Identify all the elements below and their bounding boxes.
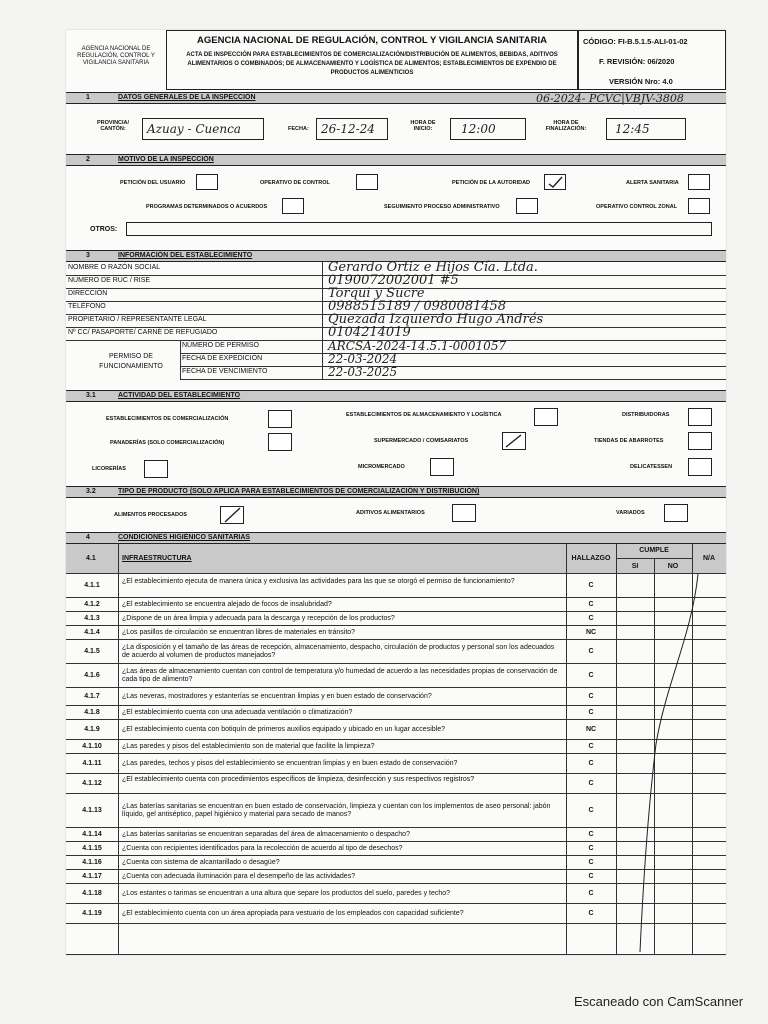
otros-label: OTROS: — [90, 226, 118, 233]
item-question: ¿Las baterías sanitarias se encuentran separadas del área de almacenamiento o despacho? — [122, 831, 410, 838]
operativo-control-checkbox[interactable] — [356, 174, 378, 190]
item-question: ¿Las paredes y pisos del establecimiento son de material que facilite la limpieza? — [122, 743, 375, 750]
item-id: 4.1.8 — [84, 709, 100, 716]
item-hallazgo[interactable]: C — [588, 648, 594, 655]
activity-label: SUPERMERCADO / COMISARIATOS — [374, 438, 469, 444]
option-label: PROGRAMAS DETERMINADOS O ACUERDOS — [146, 204, 268, 210]
section-title: MOTIVO DE LA INSPECCIÓN — [118, 156, 214, 163]
section-title: ACTIVIDAD DEL ESTABLECIMIENTO — [118, 392, 241, 399]
hora-inicio-field[interactable]: 12:00 — [450, 118, 526, 140]
item-id: 4.1.9 — [84, 726, 100, 733]
seguimiento-checkbox[interactable] — [516, 198, 538, 214]
item-question: ¿Cuenta con recipientes identificados para la recolección de acuerdo al tipo de desechos? — [122, 845, 403, 852]
fecha-label: FECHA: — [288, 126, 309, 132]
section-number: 2 — [86, 156, 90, 163]
info-value[interactable]: Gerardo Ortiz e Hijos Cía. Ltda. — [328, 260, 538, 275]
page-title: AGENCIA NACIONAL DE REGULACIÓN, CONTROL Y VIGILANCIA SANITARIA — [197, 35, 547, 46]
option-label: PETICIÓN DE LA AUTORIDAD — [452, 180, 531, 186]
activity-label: DISTRIBUIDORAS — [622, 412, 670, 418]
item-id: 4.1.7 — [84, 693, 100, 700]
item-hallazgo[interactable]: C — [588, 693, 594, 700]
item-id: 4.1.15 — [82, 845, 102, 852]
permiso-field-value[interactable]: ARCSA-2024-14.5.1-0001057 — [328, 339, 507, 353]
info-label: NÚMERO DE RUC / RISE — [68, 277, 151, 284]
check-mark-icon — [545, 175, 565, 189]
inspection-code-handwritten: 06-2024- PCVC|VBJV-3808 — [536, 92, 684, 105]
divider — [322, 340, 323, 379]
divider — [616, 544, 617, 955]
item-hallazgo[interactable]: NC — [585, 726, 597, 733]
item-question: ¿Las áreas de almacenamiento cuentan con control de temperatura y/o humedad de acuerdo a las necesidades propias de conservación de cada tipo de alimento? — [122, 668, 558, 683]
divider — [322, 262, 323, 340]
licorerias-checkbox[interactable] — [144, 460, 168, 478]
item-question: ¿Las neveras, mostradores y estanterías se encuentran limpias y en buen estado de conservación? — [122, 693, 432, 700]
activity-label: LICORERÍAS — [92, 466, 126, 472]
info-label: NOMBRE O RAZÓN SOCIAL — [68, 264, 161, 271]
section-number: 4 — [86, 534, 90, 541]
option-label: OPERATIVO DE CONTROL — [260, 180, 330, 186]
item-id: 4.1.19 — [82, 910, 102, 917]
item-hallazgo[interactable]: C — [588, 910, 594, 917]
item-question: ¿El establecimiento se encuentra alejado de focos de insalubridad? — [122, 601, 332, 608]
item-id: 4.1.13 — [82, 807, 102, 814]
section-title: CONDICIONES HIGIÉNICO SANITARIAS — [118, 534, 251, 541]
otros-field[interactable] — [126, 222, 712, 236]
info-value[interactable]: 0104214019 — [328, 325, 411, 340]
item-question: ¿La disposición y el tamaño de las áreas de recepción, almacenamiento, despacho, circulación de productos y personal son los adecuados de acuerdo al volumen de productos manejados? — [122, 644, 555, 659]
divider — [180, 340, 181, 379]
distribuidoras-checkbox[interactable] — [688, 408, 712, 426]
item-hallazgo[interactable]: C — [588, 672, 594, 679]
item-question: ¿El establecimiento ejecuta de manera única y exclusiva las actividades para las que se otorgó el permiso de funcionamiento? — [122, 578, 515, 585]
item-id: 4.1.4 — [84, 629, 100, 636]
product-label: VARIADOS — [616, 510, 645, 516]
sub-section-title: INFRAESTRUCTURA — [122, 555, 192, 562]
header-title-box — [166, 30, 578, 90]
section-title: INFORMACIÓN DEL ESTABLECIMIENTO — [118, 252, 253, 259]
section-3-1-header — [66, 390, 726, 402]
permiso-row — [180, 353, 726, 367]
form-version: VERSIÓN Nro: 4.0 — [609, 77, 673, 86]
provincia-field[interactable]: Azuay - Cuenca — [142, 118, 264, 140]
supermercado-checkbox[interactable] — [502, 432, 526, 450]
item-id: 4.1.16 — [82, 859, 102, 866]
variados-checkbox[interactable] — [664, 504, 688, 522]
divider — [118, 544, 119, 955]
item-question: ¿El establecimiento cuenta con procedimientos específicos de limpieza, desinfección y sus respectivos registros? — [122, 776, 475, 783]
permiso-row — [180, 366, 726, 380]
info-value[interactable]: Torqui y Sucre — [328, 286, 425, 301]
item-id: 4.1.1 — [84, 582, 100, 589]
alerta-sanitaria-checkbox[interactable] — [688, 174, 710, 190]
item-question: ¿Los estantes o tarimas se encuentran a una altura que separe los productos del suelo, paredes y techo? — [122, 890, 451, 897]
form-revision: F. REVISIÓN: 06/2020 — [599, 57, 675, 66]
section-title: DATOS GENERALES DE LA INSPECCIÓN — [118, 94, 256, 101]
item-id: 4.1.10 — [82, 743, 102, 750]
permiso-field-value[interactable]: 22-03-2025 — [328, 365, 398, 379]
micromercado-checkbox[interactable] — [430, 458, 454, 476]
header-logo-box — [66, 30, 166, 90]
product-label: ALIMENTOS PROCESADOS — [114, 512, 187, 518]
info-label: TELÉFONO — [68, 303, 106, 310]
peticion-autoridad-checkbox[interactable] — [544, 174, 566, 190]
activity-label: ESTABLECIMIENTOS DE COMERCIALIZACIÓN — [106, 416, 229, 422]
scanner-watermark: Escaneado con CamScanner — [574, 994, 744, 1009]
option-label: ALERTA SANITARIA — [626, 180, 679, 186]
hora-inicio-label: HORA DE INICIO: — [410, 120, 436, 132]
check-mark-icon — [503, 433, 525, 449]
handwritten-stroke-icon — [626, 574, 706, 954]
option-label: SEGUIMIENTO PROCESO ADMINISTRATIVO — [384, 204, 500, 210]
item-hallazgo[interactable]: C — [588, 760, 594, 767]
item-hallazgo[interactable]: C — [588, 709, 594, 716]
permiso-field-label: FECHA DE EXPEDICIÓN — [182, 355, 263, 362]
operativo-zonal-checkbox[interactable] — [688, 198, 710, 214]
item-hallazgo[interactable]: C — [588, 743, 594, 750]
option-label: OPERATIVO CONTROL ZONAL — [596, 204, 678, 210]
info-label: Nº CC/ PASAPORTE/ CARNÉ DE REFUGIADO — [68, 329, 218, 336]
item-hallazgo[interactable]: C — [588, 582, 594, 589]
section-number: 1 — [86, 94, 90, 101]
check-mark-icon — [221, 507, 243, 523]
item-question: ¿Dispone de un área limpia y adecuada para la descarga y recepción de los productos? — [122, 615, 395, 622]
item-question: ¿El establecimiento cuenta con un área apropiada para vestuario de los empleados con capacidad suficiente? — [122, 910, 464, 917]
item-question: ¿Cuenta con sistema de alcantarillado o desagüe? — [122, 859, 280, 866]
option-label: PETICIÓN DEL USUARIO — [120, 180, 186, 186]
infra-header — [66, 544, 726, 574]
section-1-header — [66, 92, 726, 104]
agency-logo-text: AGENCIA NACIONAL DE REGULACIÓN, CONTROL Y VIGILANCIA SANITARIA — [77, 46, 155, 66]
activity-label: MICROMERCADO — [358, 464, 405, 470]
panaderias-checkbox[interactable] — [268, 433, 292, 451]
item-hallazgo[interactable]: C — [588, 807, 594, 814]
provincia-label: PROVINCIA/ CANTÓN: — [96, 120, 130, 132]
info-label: DIRECCIÓN — [68, 290, 108, 297]
section-number: 3.2 — [86, 488, 96, 495]
item-id: 4.1.18 — [82, 890, 102, 897]
infra-table — [66, 544, 726, 955]
activity-label: PANADERÍAS (SOLO COMERCIALIZACIÓN) — [110, 440, 225, 446]
item-question: ¿Las paredes, techos y pisos del establecimiento se encuentran limpias y en buen estado de conservación? — [122, 760, 458, 767]
activity-label: TIENDAS DE ABARROTES — [594, 438, 664, 444]
abarrotes-checkbox[interactable] — [688, 432, 712, 450]
sub-section-number: 4.1 — [86, 555, 96, 562]
permiso-row — [180, 340, 726, 354]
header-code-box — [578, 30, 726, 90]
almacenamiento-checkbox[interactable] — [534, 408, 558, 426]
permiso-field-label: NÚMERO DE PERMISO — [182, 342, 260, 349]
item-id: 4.1.3 — [84, 615, 100, 622]
permiso-field-label: FECHA DE VENCIMIENTO — [182, 368, 268, 375]
comercializacion-checkbox[interactable] — [268, 410, 292, 428]
section-2-header — [66, 154, 726, 166]
info-value[interactable]: Quezada Izquierdo Hugo Andrés — [328, 312, 544, 327]
product-label: ADITIVOS ALIMENTARIOS — [356, 510, 425, 516]
hora-fin-field[interactable]: 12:45 — [606, 118, 686, 140]
info-label: PROPIETARIO / REPRESENTANTE LEGAL — [68, 316, 207, 323]
col-hallazgo: HALLAZGO — [571, 555, 611, 562]
item-id: 4.1.2 — [84, 601, 100, 608]
item-question: ¿Los pasillos de circulación se encuentran libres de materiales en tránsito? — [122, 629, 356, 636]
page-subtitle: ACTA DE INSPECCIÓN PARA ESTABLECIMIENTOS DE COMERCIALIZACIÓN/DISTRIBUCIÓN DE ALIMENTOS, BEBIDAS, ADITIVOS ALIMENTARIOS O COMBINADOS; DE ALMACENAMIENTO Y LOGÍSTICA DE ALIMENTOS; ESTABLECIMIENTOS DE EXPENDIO DE PRODUCTOS ALIMENTICIOS — [186, 52, 558, 76]
establishment-info-table — [66, 262, 726, 394]
item-hallazgo[interactable]: C — [588, 890, 594, 897]
item-id: 4.1.17 — [82, 873, 102, 880]
alimentos-procesados-checkbox[interactable] — [220, 506, 244, 524]
section-3-2-header — [66, 486, 726, 498]
delicatessen-checkbox[interactable] — [688, 458, 712, 476]
item-id: 4.1.11 — [82, 760, 102, 767]
col-cumple: CUMPLE — [639, 547, 669, 554]
fecha-field[interactable]: 26-12-24 — [316, 118, 388, 140]
permiso-field-value[interactable]: 22-03-2024 — [328, 352, 398, 366]
item-id: 4.1.6 — [84, 672, 100, 679]
hora-fin-label: HORA DE FINALIZACIÓN: — [545, 120, 587, 132]
divider — [566, 544, 567, 955]
col-na: N/A — [702, 555, 716, 562]
item-hallazgo[interactable]: C — [588, 831, 594, 838]
item-hallazgo[interactable]: C — [588, 780, 594, 787]
item-hallazgo[interactable]: C — [588, 859, 594, 866]
item-question: ¿Las baterías sanitarias se encuentran en buen estado de conservación, limpieza y cuentan con los implementos de aseo personal: jabón líquido, gel antiséptico, papel higiénico y material para secado de manos? — [122, 803, 551, 818]
item-question: ¿El establecimiento cuenta con una adecuada ventilación o climatización? — [122, 709, 353, 716]
item-hallazgo[interactable]: NC — [585, 629, 597, 636]
item-hallazgo[interactable]: C — [588, 845, 594, 852]
col-no: NO — [667, 563, 679, 570]
info-value[interactable]: 0988515189 / 0980081458 — [328, 299, 507, 314]
item-id: 4.1.12 — [82, 780, 102, 787]
section-number: 3.1 — [86, 392, 96, 399]
item-hallazgo[interactable]: C — [588, 615, 594, 622]
item-question: ¿Cuenta con adecuada iluminación para el desempeño de las actividades? — [122, 873, 356, 880]
item-hallazgo[interactable]: C — [588, 873, 594, 880]
item-id: 4.1.5 — [84, 648, 100, 655]
item-id: 4.1.14 — [82, 831, 102, 838]
form-code: CÓDIGO: FI-B.5.1.5-ALI-01-02 — [583, 37, 688, 46]
section-number: 3 — [86, 252, 90, 259]
section-4-header — [66, 532, 726, 544]
col-si: SI — [631, 563, 639, 570]
info-value[interactable]: 0190072002001 #5 — [328, 273, 459, 288]
activity-label: ESTABLECIMIENTOS DE ALMACENAMIENTO Y LOGÍSTICA — [346, 412, 502, 418]
permiso-label: PERMISO DE FUNCIONAMIENTO — [99, 353, 163, 370]
aditivos-checkbox[interactable] — [452, 504, 476, 522]
section-title: TIPO DE PRODUCTO (SOLO APLICA PARA ESTABLECIMIENTOS DE COMERCIALIZACIÓN Y DISTRIBUCIÓN) — [118, 488, 480, 495]
peticion-usuario-checkbox[interactable] — [196, 174, 218, 190]
activity-label: DELICATESSEN — [630, 464, 673, 470]
programas-checkbox[interactable] — [282, 198, 304, 214]
item-hallazgo[interactable]: C — [588, 601, 594, 608]
inspection-form — [66, 30, 726, 955]
item-question: ¿El establecimiento cuenta con botiquín de primeros auxilios equipado y ubicado en un lugar accesible? — [122, 726, 445, 733]
